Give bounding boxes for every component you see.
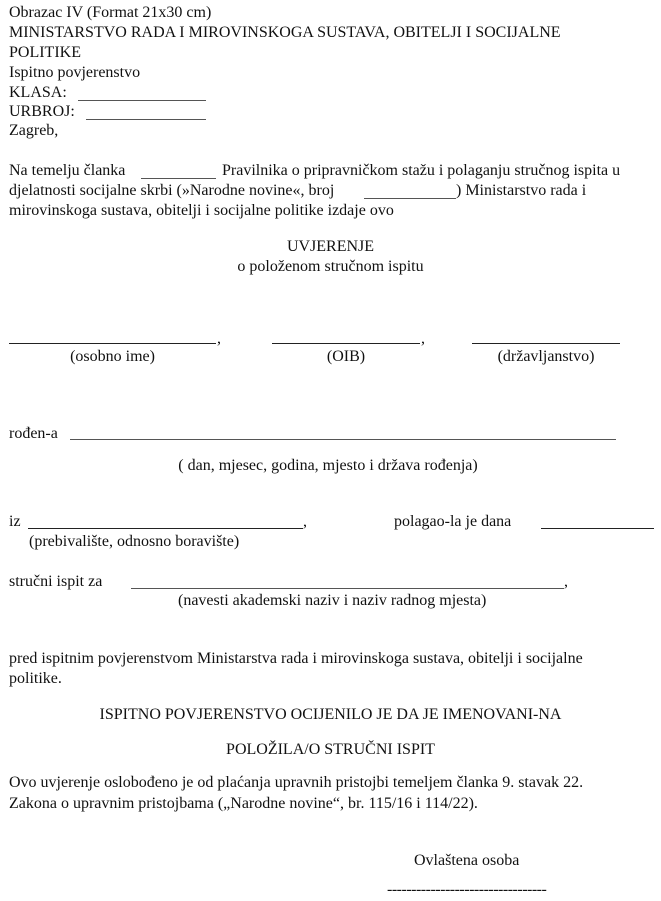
exemption-line1: Ovo uvjerenje oslobođeno je od plaćanja upravnih pristojbi temeljem članka 9. stavak 22. (9, 774, 584, 791)
exam-for-field[interactable] (131, 588, 564, 589)
urbroj-field[interactable] (86, 119, 206, 120)
from-label: iz (9, 513, 21, 530)
decision-line1: ISPITNO POVJERENSTVO OCIJENILO JE DA JE IMENOVANI-NA (99, 706, 562, 723)
document-title: UVJERENJE (286, 238, 375, 255)
intro-line1-start: Na temelju članka (9, 162, 126, 179)
document-subtitle: o položenom stručnom ispitu (237, 258, 424, 275)
name-caption: (osobno ime) (70, 348, 155, 365)
signature-label: Ovlaštena osoba (414, 852, 520, 869)
intro-line2-end: ) Ministarstvo rada i (456, 182, 587, 199)
ministry-name-line2: POLITIKE (9, 44, 81, 61)
committee-name: Ispitno povjerenstvo (9, 64, 141, 81)
exam-for-comma: , (564, 573, 568, 590)
name-comma: , (217, 330, 221, 347)
oib-caption: (OIB) (326, 348, 366, 365)
form-label: Obrazac IV (Format 21x30 cm) (9, 4, 212, 21)
oib-field[interactable] (272, 343, 420, 344)
exam-date-label: polagao-la je dana (394, 513, 512, 530)
signature-line[interactable]: --------------------------------- (387, 881, 547, 898)
citizenship-field[interactable] (472, 343, 620, 344)
exemption-line2: Zakona o upravnim pristojbama („Narodne novine“, br. 115/16 i 114/22). (9, 795, 478, 812)
decision-line2: POLOŽILA/O STRUČNI ISPIT (226, 741, 435, 758)
intro-line1-end: Pravilnika o pripravničkom stažu i polaganju stručnog ispita u (222, 162, 621, 179)
committee-text-line2: politike. (9, 670, 62, 687)
klasa-field[interactable] (78, 100, 206, 101)
urbroj-label: URBROJ: (9, 103, 75, 120)
ministry-name-line1: MINISTARSTVO RADA I MIROVINSKOGA SUSTAVA, OBITELJI I SOCIJALNE (9, 24, 561, 41)
born-caption: ( dan, mjesec, godina, mjesto i država rođenja) (178, 457, 478, 474)
name-field[interactable] (9, 343, 216, 344)
intro-line2-start: djelatnosti socijalne skrbi (»Narodne novine«, broj (9, 182, 335, 199)
committee-text-line1: pred ispitnim povjerenstvom Ministarstva rada i mirovinskoga sustava, obitelji i socijalne (9, 650, 583, 667)
citizenship-caption: (državljanstvo) (497, 348, 595, 365)
city-label: Zagreb, (9, 122, 59, 139)
exam-date-field[interactable] (541, 528, 654, 529)
article-field[interactable] (141, 178, 216, 179)
oib-comma: , (421, 330, 425, 347)
born-label: rođen-a (9, 425, 58, 442)
residence-caption: (prebivalište, odnosno boravište) (29, 533, 240, 550)
intro-line3: mirovinskoga sustava, obitelji i socijalne politike izdaje ovo (9, 202, 394, 219)
exam-for-caption: (navesti akademski naziv i naziv radnog mjesta) (178, 592, 487, 609)
exam-for-label: stručni ispit za (9, 573, 103, 590)
residence-field[interactable] (28, 528, 303, 529)
klasa-label: KLASA: (9, 84, 67, 101)
residence-comma: , (303, 513, 307, 530)
gazette-number-field[interactable] (364, 198, 456, 199)
birth-details-field[interactable] (70, 439, 616, 440)
